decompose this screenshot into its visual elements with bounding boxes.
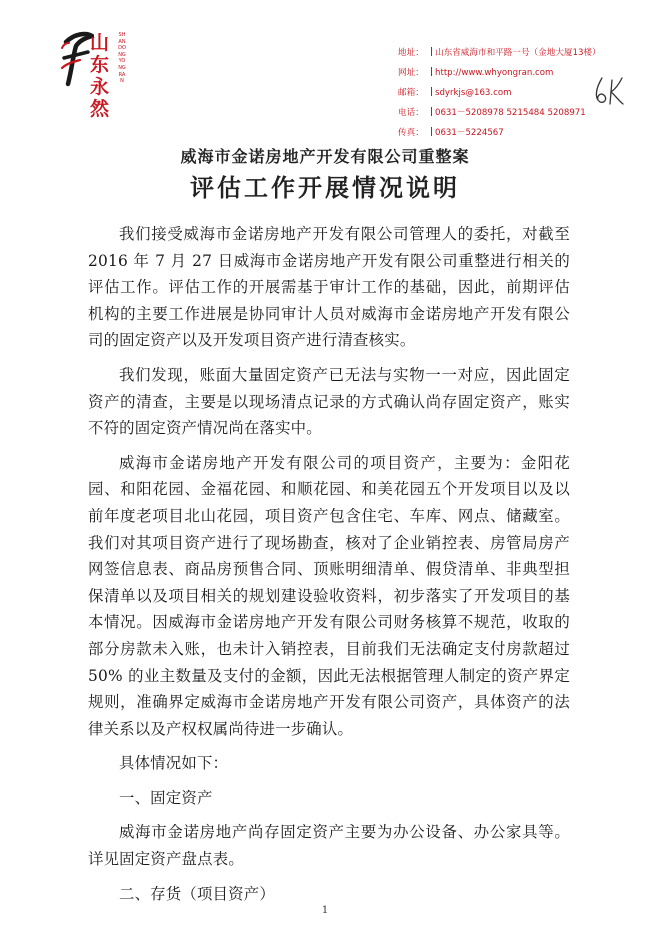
document-title-line2: 评估工作开展情况说明 [190,174,460,202]
contact-phone: 电话： 0631－5208978 5215484 5208971 [398,108,586,118]
paragraph-3: 威海市金诺房地产开发有限公司的项目资产，主要为：金阳花园、和阳花园、金福花园、和顺花园、和美花园五个开发项目以及以前年度老项目北山花园，项目资产包含住宅、车库、网点、储藏室。我们对其项目资产进行了现场勘查，核对了企业销控表、房管局房产网签信息表、商品房预售合同、顶账明细清单、假贷清单、非典型担保清单以及项目相关的规划建设验收资料，初步落实了开发项目的基本情况。因威海市金诺房地产开发有限公司财务核算不规范，收取的部分房款未入账，也未计入销控表，目前我们无法确定支付房款超过 50% 的业主数量及支付的金额，因此无法根据管理人制定的资产界定规则，准确界定威海市金诺房地产开发有限公司资产，具体资产的法律关系以及产权权属尚待进一步确认。 [88,453,570,738]
handwritten-mark-icon [592,74,626,108]
logo-brush-mark-icon [60,28,94,88]
section1-heading: 一、固定资产 [119,788,213,807]
contact-email: 邮箱： sdyrkjs@163.com [398,88,512,98]
contact-address: 地址： 山东省威海市和平路一号（金地大厦13楼） [398,48,601,58]
paragraph-2: 我们发现，账面大量固定资产已无法与实物一一对应，因此固定资产的清查，主要是以现场清点记录的方式确认尚存固定资产，账实不符的固定资产情况尚在落实中。 [88,365,570,438]
document-title-line1: 威海市金诺房地产开发有限公司重整案 [180,147,470,166]
page-number: 1 [321,905,329,916]
company-logo [60,20,130,130]
contact-fax: 传真： 0631－5224567 [398,128,504,138]
paragraph-1: 我们接受威海市金诺房地产开发有限公司管理人的委托，对截至 2016 年 7 月 27 日威海市金诺房地产开发有限公司重整进行相关的评估工作。评估工作的开展需基于审计工作的基础，因此，前期评估机构的主要工作进展是协同审计人员对威海市金诺房地产开发有限公司的固定资产以及开发项目资产进行清查核实。 [88,225,570,350]
contact-website: 网址： http://www.whyongran.com [398,68,554,78]
section1-text: 威海市金诺房地产尚存固定资产主要为办公设备、办公家具等。详见固定资产盘点表。 [88,823,570,869]
logo-english-name: SHANDONGYONGRAN [118,32,126,85]
document-body [88,221,570,915]
detail-intro: 具体情况如下： [119,754,229,773]
section2-heading: 二、存货（项目资产） [119,884,275,903]
logo-chinese-name: 山东永然 [90,32,111,120]
